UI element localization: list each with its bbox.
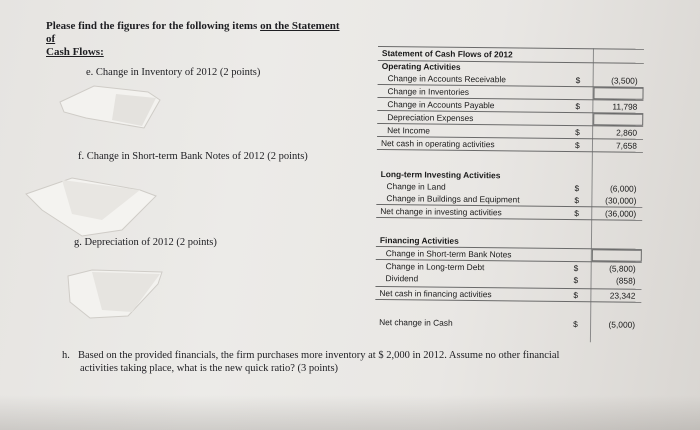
inventories-answer-cell — [593, 87, 643, 100]
instructions-line2: Cash Flows: — [46, 46, 104, 58]
question-f: f. Change in Short-term Bank Notes of 2012 (2 points) — [78, 151, 308, 162]
section-operating: Operating Activities — [381, 61, 461, 72]
short-term-notes-answer-cell — [592, 249, 642, 262]
question-g: g. Depreciation of 2012 (2 points) — [74, 237, 217, 248]
cash-flow-statement — [378, 46, 644, 330]
question-h-label: h. — [62, 350, 70, 361]
paper-scrap-f — [22, 170, 162, 240]
row-depreciation: Depreciation Expenses — [377, 110, 643, 127]
photo-shadow — [0, 395, 700, 430]
question-e: e. Change in Inventory of 2012 (2 points) — [86, 67, 261, 78]
instructions-line1: Please find the figures for the following items — [46, 20, 258, 32]
row-net-change-investing: Net change in investing activities $ (36,000) — [376, 204, 642, 221]
row-net-change-cash: Net change in Cash $ (5,000) — [379, 317, 636, 330]
row-accounts-receivable: Change in Accounts Receivable $ (3,500) — [387, 73, 638, 86]
row-net-income: Net Income $ 2,860 — [387, 125, 638, 138]
row-inventories: Change in Inventories — [377, 84, 643, 101]
paper-scrap-e — [56, 82, 166, 132]
section-financing: Financing Activities — [379, 235, 459, 246]
row-short-term-notes: Change in Short-term Bank Notes — [376, 246, 642, 263]
row-net-cash-financing: Net cash in financing activities $ 23,342 — [375, 286, 641, 303]
question-h — [62, 349, 582, 375]
row-accounts-payable: Change in Accounts Payable $ 11,798 — [387, 99, 638, 112]
row-net-cash-operating: Net cash in operating activities $ 7,658 — [377, 136, 643, 153]
paper-scrap-g — [62, 262, 172, 322]
section-investing: Long-term Investing Activities — [380, 169, 501, 181]
question-h-line2: activities taking place, what is the new quick ratio? (3 points) — [80, 363, 339, 374]
row-change-buildings: Change in Buildings and Equipment $ (30,000) — [386, 193, 637, 206]
depreciation-answer-cell — [593, 113, 643, 126]
statement-title: Statement of Cash Flows of 2012 — [378, 46, 644, 64]
row-change-land: Change in Land $ (6,000) — [386, 181, 637, 194]
row-dividend: Dividend $ (858) — [385, 273, 636, 286]
row-long-term-debt: Change in Long-term Debt $ (5,800) — [385, 261, 636, 274]
question-h-line1: Based on the provided financials, the firm purchases more inventory at $ 2,000 in 2012. Assume no other financial — [78, 350, 560, 361]
instructions — [46, 20, 346, 59]
instructions-underlined: on the Statement of — [46, 20, 340, 45]
